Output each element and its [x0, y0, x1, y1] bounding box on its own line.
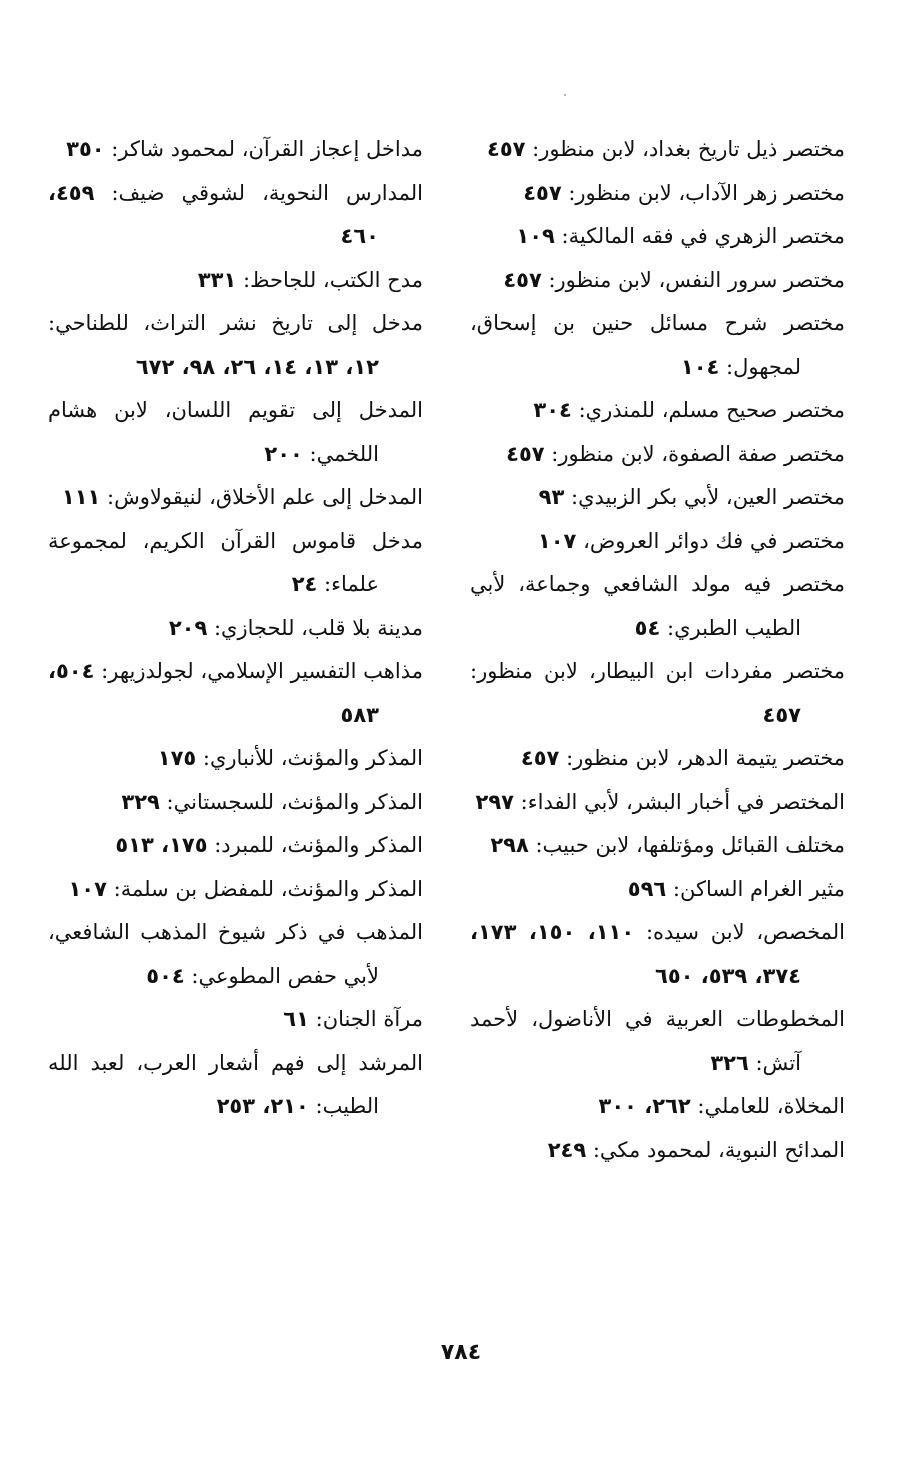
- entry-pages: ٥٠٤، ٥٨٣: [48, 659, 379, 727]
- index-entry: [48, 911, 423, 998]
- entry-pages: ٣٥٠: [66, 137, 105, 161]
- entry-title: مختصر فيه مولد الشافعي وجماعة، لأبي الطيب الطبري:: [470, 572, 845, 640]
- entry-title: المخصص، لابن سيده:: [645, 920, 846, 944]
- index-entry: [48, 520, 423, 607]
- entry-pages: ١٢، ١٣، ١٤، ٢٦، ٩٨، ٦٧٢: [135, 354, 379, 379]
- entry-pages: ٢٤: [291, 572, 318, 596]
- entry-pages: ٣٠٤: [533, 398, 572, 422]
- index-entry: [48, 650, 423, 737]
- entry-pages: ١٧٥: [157, 746, 197, 770]
- index-entry: [470, 563, 845, 650]
- entry-title: مدح الكتب، للجاحظ:: [242, 267, 423, 292]
- entry-pages: ١٠٤: [680, 354, 720, 379]
- entry-pages: ١١٠، ١٥٠، ١٧٣، ٣٧٤، ٥٣٩، ٦٥٠: [470, 920, 801, 988]
- entry-title: مختصر ذيل تاريخ بغداد، لابن منظور:: [532, 137, 845, 161]
- index-entry: [48, 781, 423, 825]
- index-entry: [470, 868, 845, 912]
- entry-title: مختصر زهر الآداب، لابن منظور:: [568, 180, 845, 205]
- entry-title: المخطوطات العربية في الأناضول، لأحمد آتش:: [470, 1007, 845, 1075]
- entry-title: مدخل قاموس القرآن الكريم، لمجموعة علماء:: [48, 528, 423, 596]
- entry-title: مداخل إعجاز القرآن، لمحمود شاكر:: [111, 137, 423, 161]
- entry-title: المذكر والمؤنث، للأنباري:: [202, 746, 423, 770]
- entry-title: مذاهب التفسير الإسلامي، لجولدزيهر:: [101, 659, 423, 683]
- entry-title: مثير الغرام الساكن:: [672, 876, 845, 901]
- entry-pages: ٤٥٧: [762, 702, 801, 727]
- entry-pages: ٢٦٢، ٣٠٠: [598, 1094, 691, 1118]
- entry-title: المدخل إلى تقويم اللسان، لابن هشام اللخمي:: [48, 398, 423, 466]
- entry-pages: ٢١٠، ٢٥٣: [216, 1094, 309, 1118]
- index-entry: [48, 607, 423, 651]
- index-entry: [48, 737, 423, 781]
- index-entry: [470, 172, 845, 216]
- index-entry: [470, 433, 845, 477]
- index-entry: [470, 476, 845, 520]
- entry-pages: ٢٩٨: [490, 833, 529, 857]
- index-entry: [48, 868, 423, 912]
- index-entry: [470, 737, 845, 781]
- entry-title: المخلاة، للعاملي:: [697, 1094, 845, 1118]
- entry-title: مختصر يتيمة الدهر، لابن منظور:: [566, 746, 845, 770]
- entry-pages: ٣٣١: [197, 267, 237, 292]
- index-entry: [470, 650, 845, 737]
- entry-pages: ٣٢٦: [710, 1050, 749, 1075]
- entry-title: المرشد إلى فهم أشعار العرب، لعبد الله الطيب:: [48, 1050, 423, 1118]
- entry-title: مختصر مفردات ابن البيطار، لابن منظور:: [470, 659, 845, 683]
- entry-pages: ٥٠٤: [146, 963, 185, 988]
- index-column-left: [48, 128, 423, 1129]
- page-number: ٧٨٤: [440, 1340, 482, 1365]
- index-entry: [470, 215, 845, 259]
- index-entry: [470, 998, 845, 1085]
- entry-pages: ٤٥٧: [506, 441, 545, 466]
- index-entry: [470, 389, 845, 433]
- entry-title: مختصر سرور النفس، لابن منظور:: [548, 267, 845, 292]
- entry-pages: ٦١: [283, 1007, 309, 1031]
- entry-pages: ٩٣: [538, 485, 565, 509]
- entry-title: مختصر العين، لأبي بكر الزبيدي:: [571, 485, 845, 509]
- entry-title: المذكر والمؤنث، للسجستاني:: [166, 789, 423, 814]
- index-column-right: [470, 128, 845, 1172]
- entry-title: المذهب في ذكر شيوخ المذهب الشافعي، لأبي حفص المطوعي:: [48, 920, 423, 988]
- entry-pages: ٤٥٧: [487, 137, 526, 161]
- page-speck: [564, 94, 566, 96]
- entry-pages: ٢٠٠: [264, 441, 303, 466]
- entry-title: مختصر الزهري في فقه المالكية:: [561, 224, 845, 248]
- index-entry: [48, 128, 423, 172]
- index-entry: [470, 259, 845, 303]
- index-entry: [48, 172, 423, 259]
- entry-pages: ٢٤٩: [547, 1137, 587, 1162]
- entry-pages: ٥٩٦: [627, 876, 667, 901]
- entry-pages: ٢٩٧: [475, 789, 514, 814]
- index-entry: [48, 389, 423, 476]
- entry-title: المختصر في أخبار البشر، لأبي الفداء:: [520, 789, 845, 814]
- entry-title: مرآة الجنان:: [315, 1007, 423, 1031]
- entry-title: مدينة بلا قلب، للحجازي:: [213, 615, 423, 640]
- entry-title: مختصر صحيح مسلم، للمنذري:: [578, 398, 845, 422]
- index-entry: [470, 911, 845, 998]
- index-entry: [48, 476, 423, 520]
- entry-pages: ٤٥٩، ٤٦٠: [48, 180, 379, 248]
- index-entry: [48, 824, 423, 868]
- entry-pages: ٥٤: [634, 615, 661, 640]
- entry-pages: ١٠٩: [516, 224, 555, 248]
- index-entry: [470, 1129, 845, 1173]
- index-entry: [470, 1085, 845, 1129]
- index-entry: [470, 520, 845, 564]
- entry-title: مدخل إلى تاريخ نشر التراث، للطناحي:: [48, 311, 423, 335]
- entry-pages: ١١١: [61, 485, 101, 509]
- entry-title: المدارس النحوية، لشوقي ضيف:: [111, 180, 423, 205]
- entry-title: المذكر والمؤنث، للمبرد:: [214, 833, 423, 857]
- index-entry: [470, 824, 845, 868]
- index-entry: [48, 302, 423, 389]
- entry-pages: ٣٢٩: [121, 789, 160, 814]
- entry-pages: ١٠٧: [68, 876, 107, 901]
- index-entry: [48, 259, 423, 303]
- entry-title: المدخل إلى علم الأخلاق، لنيقولاوش:: [107, 485, 423, 509]
- index-entry: [470, 781, 845, 825]
- index-entry: [470, 302, 845, 389]
- entry-title: مختصر صفة الصفوة، لابن منظور:: [551, 441, 845, 466]
- entry-pages: ١٧٥، ٥١٣: [115, 833, 208, 857]
- index-entry: [48, 1042, 423, 1129]
- entry-title: مختصر شرح مسائل حنين بن إسحاق، لمجهول:: [470, 311, 845, 379]
- entry-title: المدائح النبوية، لمحمود مكي:: [592, 1137, 845, 1162]
- entry-title: المذكر والمؤنث، للمفضل بن سلمة:: [113, 876, 423, 901]
- entry-pages: ٤٥٧: [520, 746, 560, 770]
- entry-pages: ٢٠٩: [168, 615, 208, 640]
- entry-pages: ٤٥٧: [503, 267, 542, 292]
- index-entry: [48, 998, 423, 1042]
- entry-title: مختصر في فك دوائر العروض،: [583, 528, 845, 553]
- entry-pages: ١٠٧: [537, 528, 577, 553]
- index-entry: [470, 128, 845, 172]
- entry-title: مختلف القبائل ومؤتلفها، لابن حبيب:: [535, 833, 845, 857]
- entry-pages: ٤٥٧: [523, 180, 562, 205]
